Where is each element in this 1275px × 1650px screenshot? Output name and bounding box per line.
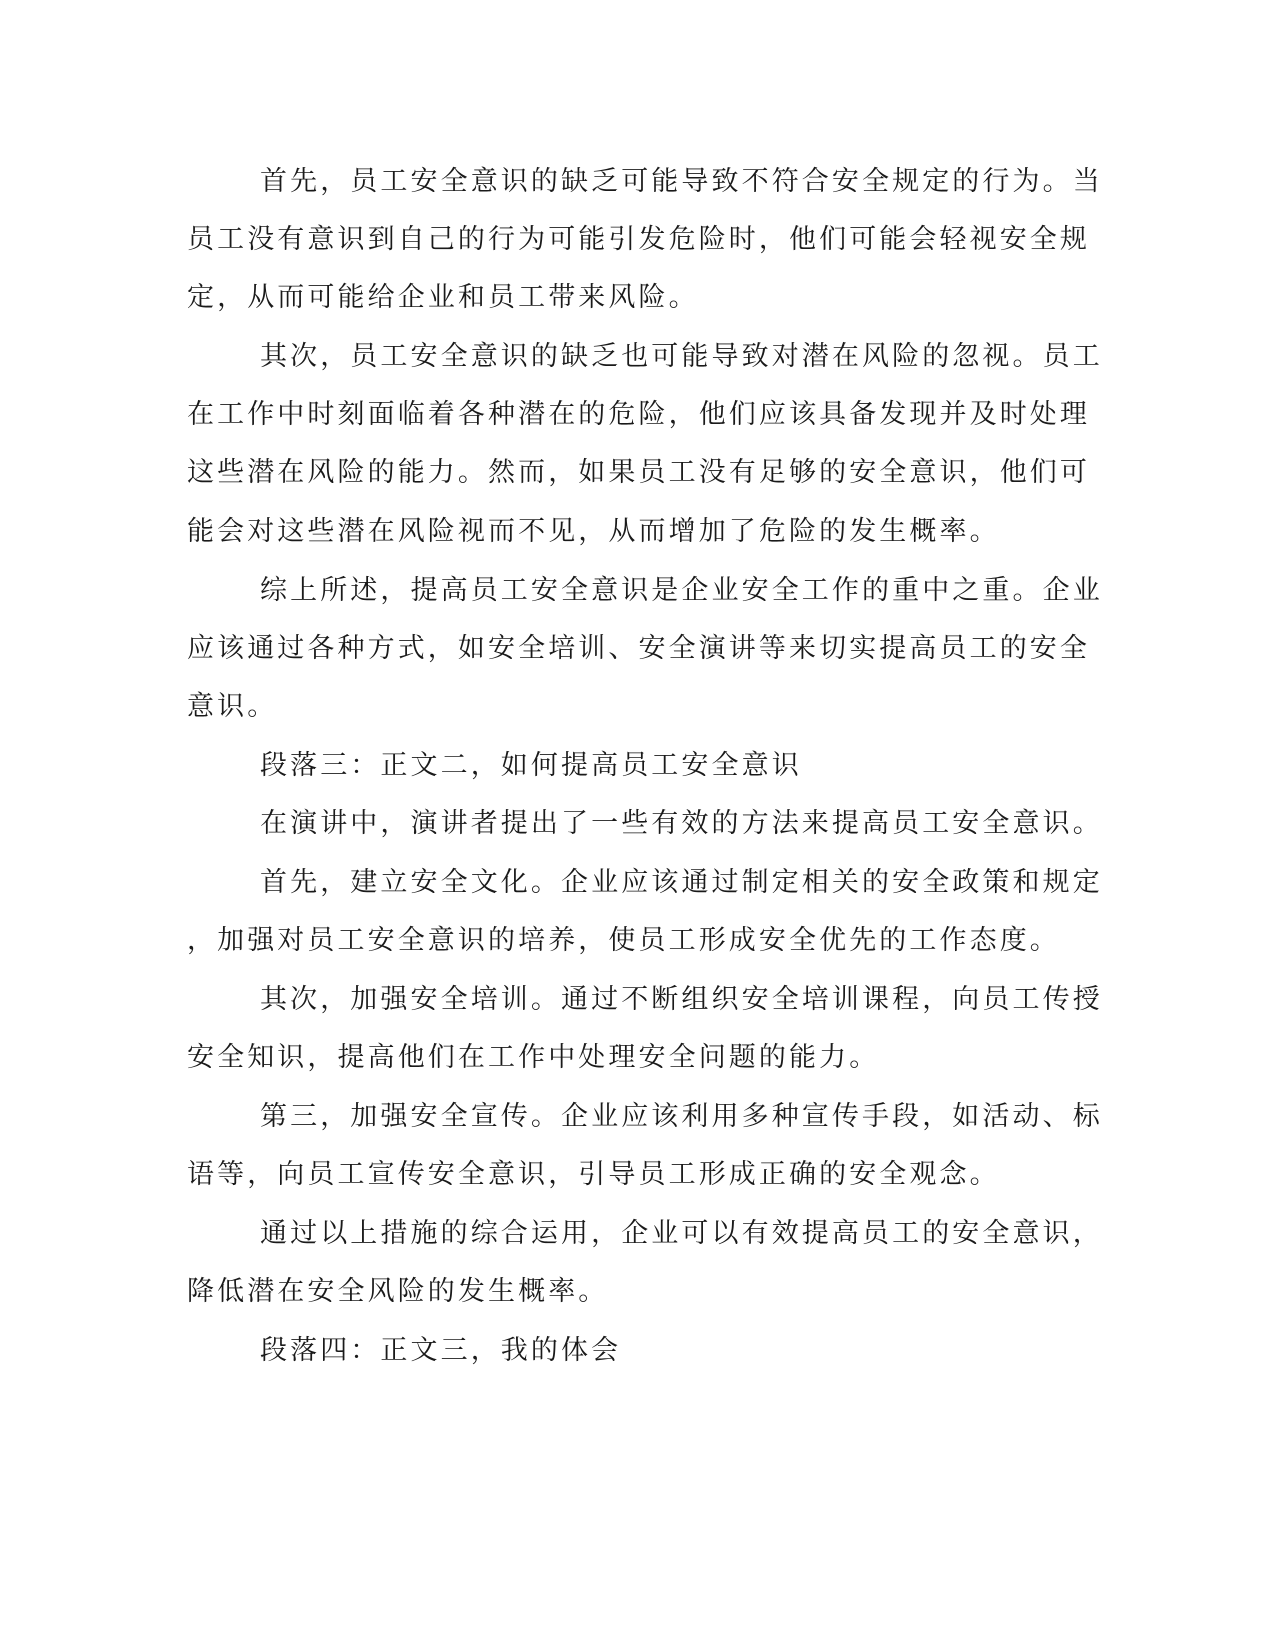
text-line: 通过以上措施的综合运用，企业可以有效提高员工的安全意识， xyxy=(260,1218,1103,1249)
text-line: 意识。 xyxy=(187,691,278,722)
text-line: 这些潜在风险的能力。然而，如果员工没有足够的安全意识，他们可 xyxy=(187,457,1090,488)
text-line: 应该通过各种方式，如安全培训、安全演讲等来切实提高员工的安全 xyxy=(187,633,1090,664)
text-line: 在工作中时刻面临着各种潜在的危险，他们应该具备发现并及时处理 xyxy=(187,399,1090,430)
text-line: 在演讲中，演讲者提出了一些有效的方法来提高员工安全意识。 xyxy=(260,808,1103,839)
section-heading: 段落三：正文二，如何提高员工安全意识 xyxy=(260,750,802,781)
text-line: 安全知识，提高他们在工作中处理安全问题的能力。 xyxy=(187,1042,880,1073)
text-line: 首先，建立安全文化。企业应该通过制定相关的安全政策和规定 xyxy=(260,867,1103,898)
text-line: 综上所述，提高员工安全意识是企业安全工作的重中之重。企业 xyxy=(260,575,1103,606)
text-line: 员工没有意识到自己的行为可能引发危险时，他们可能会轻视安全规 xyxy=(187,224,1090,255)
text-line: 定，从而可能给企业和员工带来风险。 xyxy=(187,282,699,313)
text-line: 语等，向员工宣传安全意识，引导员工形成正确的安全观念。 xyxy=(187,1159,1000,1190)
text-line: 降低潜在安全风险的发生概率。 xyxy=(187,1276,609,1307)
text-line: 其次，员工安全意识的缺乏也可能导致对潜在风险的忽视。员工 xyxy=(260,341,1103,372)
section-heading: 段落四：正文三，我的体会 xyxy=(260,1335,622,1366)
text-line: 首先，员工安全意识的缺乏可能导致不符合安全规定的行为。当 xyxy=(260,166,1103,197)
text-line: 第三，加强安全宣传。企业应该利用多种宣传手段，如活动、标 xyxy=(260,1101,1103,1132)
text-line: 其次，加强安全培训。通过不断组织安全培训课程，向员工传授 xyxy=(260,984,1103,1015)
text-line: ，加强对员工安全意识的培养，使员工形成安全优先的工作态度。 xyxy=(187,925,1060,956)
text-line: 能会对这些潜在风险视而不见，从而增加了危险的发生概率。 xyxy=(187,516,1000,547)
